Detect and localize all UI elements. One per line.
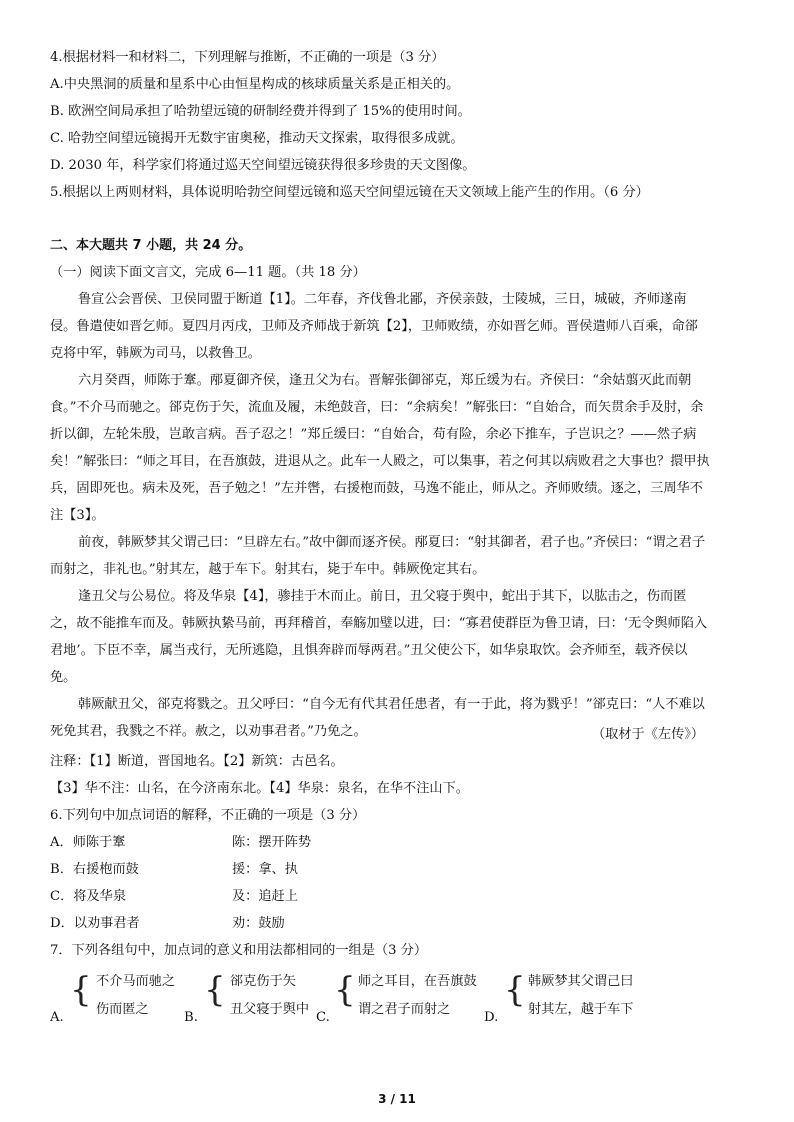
passage-line: 兵，固即死也。病未及死，吾子勉之！”左并辔，右援枹而鼓，马逸不能止，师从之。齐师败绩。逐之，三周华不: [50, 481, 703, 496]
brace-icon: {: [334, 970, 356, 1010]
q7-option-d-top: 韩厥梦其父谓己曰: [528, 974, 634, 989]
q6-option-b: B．右援枹而鼓: [50, 862, 139, 877]
passage-line: 折以御，左轮朱殷，岂敢言病。吾子忍之！”郑丘缓曰：“自始合，苟有险，余必下推车，子岂识之？——然子病: [50, 427, 697, 442]
passage-line: 食。”不介马而驰之。郤克伤于矢，流血及履，未绝鼓音，曰：“余病矣！”解张曰：“自始合，而矢贯余手及肘，余: [50, 400, 704, 415]
q6-option-c: C．将及华泉: [50, 889, 127, 904]
q7-option-c-bottom: 谓之君子而射之: [358, 1002, 451, 1017]
q7-option-b-top: 郤克伤于矢: [230, 974, 296, 989]
notes-line-1: 注释：【1】断道，晋国地名。【2】新筑：古邑名。: [50, 754, 344, 769]
brace-icon: {: [204, 970, 226, 1010]
passage-line: 之，故不能推车而及。韩厥执絷马前，再拜稽首，奉觞加璧以进，曰：“寡君使群臣为鲁卫请，曰：‘无令舆师陷入: [50, 616, 708, 631]
passage-line: 君地’。下臣不幸，属当戎行，无所逃隐，且惧奔辟而辱两君。”丑父使公下，如华泉取饮。会齐师至，载齐侯以: [50, 643, 688, 658]
passage-line: 前夜，韩厥梦其父谓己曰：“旦辟左右。”故中御而逐齐侯。邴夏曰：“射其御者，君子也。”齐侯曰：“谓之君子: [78, 535, 706, 550]
q4-option-a: A.中央黑洞的质量和星系中心由恒星构成的核球质量关系是正相关的。: [50, 77, 460, 92]
q4-option-c: C. 哈勃空间望远镜揭开无数宇宙奥秘，推动天文探索，取得很多成就。: [50, 131, 464, 146]
passage-line: 韩厥献丑父，郤克将戮之。丑父呼曰：“自今无有代其君任患者，有一于此，将为戮乎！”郤克曰：“人不难以: [78, 697, 705, 712]
q4-option-b: B. 欧洲空间局承担了哈勃望远镜的研制经费并得到了 15%的使用时间。: [50, 104, 471, 119]
q6-option-a: A．师陈于鞌: [50, 835, 126, 850]
q7-stem: 7．下列各组句中，加点词的意义和用法都相同的一组是（3 分）: [50, 943, 428, 958]
q7-option-c-top: 师之耳目，在吾旗鼓: [358, 974, 477, 989]
source-note: （取材于《左传》）: [592, 727, 705, 742]
passage-line: 免。: [50, 670, 77, 685]
q7-option-d-letter: D.: [484, 1010, 499, 1025]
brace-icon: {: [70, 970, 92, 1010]
q6-option-b-gloss: 援：拿、执: [232, 862, 298, 877]
passage-line: 克将中军，韩厥为司马，以救鲁卫。: [50, 346, 261, 361]
q6-option-c-gloss: 及：追赶上: [232, 889, 298, 904]
brace-icon: {: [504, 970, 526, 1010]
q6-option-d: D．以劝事君者: [50, 916, 140, 931]
passage-line: 逢丑父与公易位。将及华泉【4】，骖挂于木而止。前日，丑父寝于舆中，蛇出于其下，以肱击之，伤而匿: [78, 589, 687, 604]
q7-option-c-letter: C.: [316, 1010, 330, 1025]
q6-option-a-gloss: 陈：摆开阵势: [232, 835, 312, 850]
q4-option-d: D. 2030 年，科学家们将通过巡天空间望远镜获得很多珍贵的天文图像。: [50, 158, 476, 173]
page-number: 3 / 11: [378, 1092, 416, 1106]
q4-stem: 4.根据材料一和材料二，下列理解与推断，不正确的一项是（3 分）: [50, 50, 445, 65]
q7-option-b-letter: B.: [184, 1010, 198, 1025]
q7-option-a-top: 不介马而驰之: [96, 974, 176, 989]
passage-line: 六月癸酉，师陈于鞌。邴夏御齐侯，逢丑父为右。晋解张御郤克，郑丘缓为右。齐侯曰：“余姑翦灭此而朝: [78, 373, 692, 388]
passage-line: 矣！”解张曰：“师之耳目，在吾旗鼓，进退从之。此车一人殿之，可以集事，若之何其以病败君之大事也？擐甲执: [50, 454, 710, 469]
passage-line: 鲁宣公会晋侯、卫侯同盟于断道【1】。二年春，齐伐鲁北鄙，齐侯亲鼓，士陵城，三日，城破，齐师遂南: [78, 292, 687, 307]
section-heading: 二、本大题共 7 小题，共 24 分。: [50, 238, 252, 253]
part-heading: （一）阅读下面文言文，完成 6—11 题。（共 18 分）: [50, 265, 366, 280]
q7-option-a-bottom: 伤而匿之: [96, 1002, 149, 1017]
notes-line-2: 【3】华不注：山名，在今济南东北。【4】华泉：泉名，在华不注山下。: [50, 781, 469, 796]
q7-option-b-bottom: 丑父寝于舆中: [230, 1002, 310, 1017]
q7-option-d-bottom: 射其左，越于车下: [528, 1002, 634, 1017]
q6-stem: 6.下列句中加点词语的解释，不正确的一项是（3 分）: [50, 808, 366, 823]
q6-option-d-gloss: 劝：鼓励: [232, 916, 285, 931]
passage-line: 死免其君，我戮之不祥。赦之，以劝事君者。”乃免之。: [50, 724, 367, 739]
q7-option-a-letter: A.: [50, 1010, 64, 1025]
passage-line: 注【3】。: [50, 508, 105, 523]
q5-stem: 5.根据以上两则材料，具体说明哈勃空间望远镜和巡天空间望远镜在天文领域上能产生的作用。（6 分）: [50, 185, 649, 200]
passage-line: 侵。鲁遣使如晋乞师。夏四月丙戌，卫师及齐师战于新筑【2】，卫师败绩，亦如晋乞师。晋侯遣师八百乘，命郤: [50, 319, 698, 334]
passage-line: 而射之，非礼也。”射其左，越于车下。射其右，毙于车中。韩厥俛定其右。: [50, 562, 486, 577]
